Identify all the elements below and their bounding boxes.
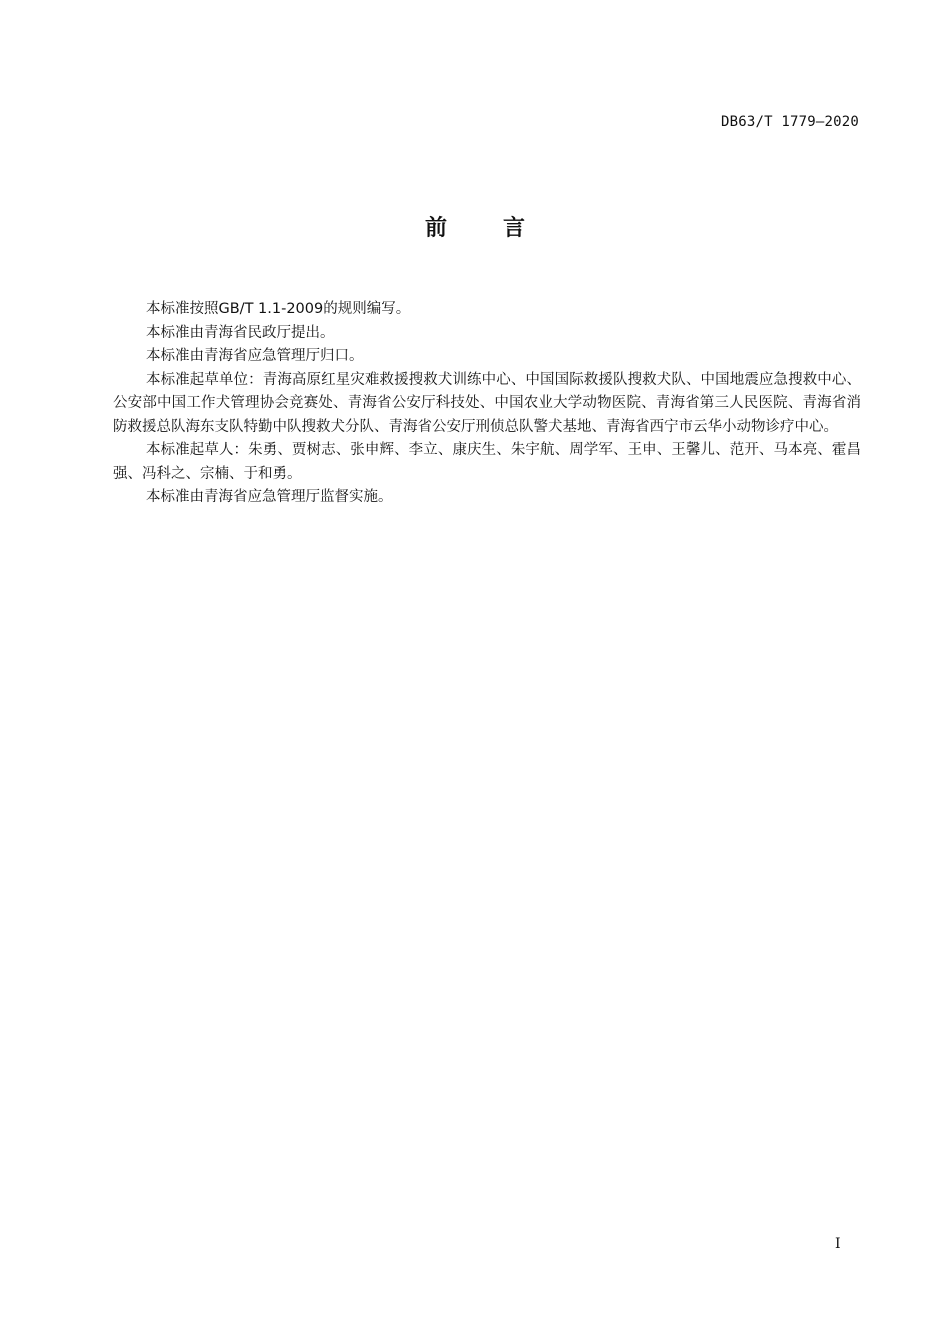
page-number: I [835,1236,841,1252]
paragraph-drafters: 本标准起草人：朱勇、贾树志、张申辉、李立、康庆生、朱宇航、周学军、王申、王馨儿、范开、马本亮、霍昌强、冯科之、宗楠、于和勇。 [113,442,861,482]
paragraph-proposer: 本标准由青海省民政厅提出。 [146,324,335,341]
paragraph-drafting-units: 本标准起草单位：青海高原红星灾难救援搜救犬训练中心、中国国际救援队搜救犬队、中国地震应急搜救中心、公安部中国工作犬管理协会竞赛处、青海省公安厅科技处、中国农业大学动物医院、青海省第三人民医院、青海省消防救援总队海东支队特勤中队搜救犬分队、青海省公安厅刑侦总队警犬基地、青海省西宁市云华小动物诊疗中心。 [113,371,861,435]
paragraph-drafting-rules: 本标准按照GB/T 1.1-2009的规则编写。 [146,301,411,317]
paragraph-supervisor: 本标准由青海省应急管理厅监督实施。 [146,489,393,505]
document-code: DB63/T 1779—2020 [720,114,859,130]
foreword-body [113,298,861,510]
paragraph-centralized-unit: 本标准由青海省应急管理厅归口。 [146,348,364,364]
page-title: 前言 [424,216,581,241]
